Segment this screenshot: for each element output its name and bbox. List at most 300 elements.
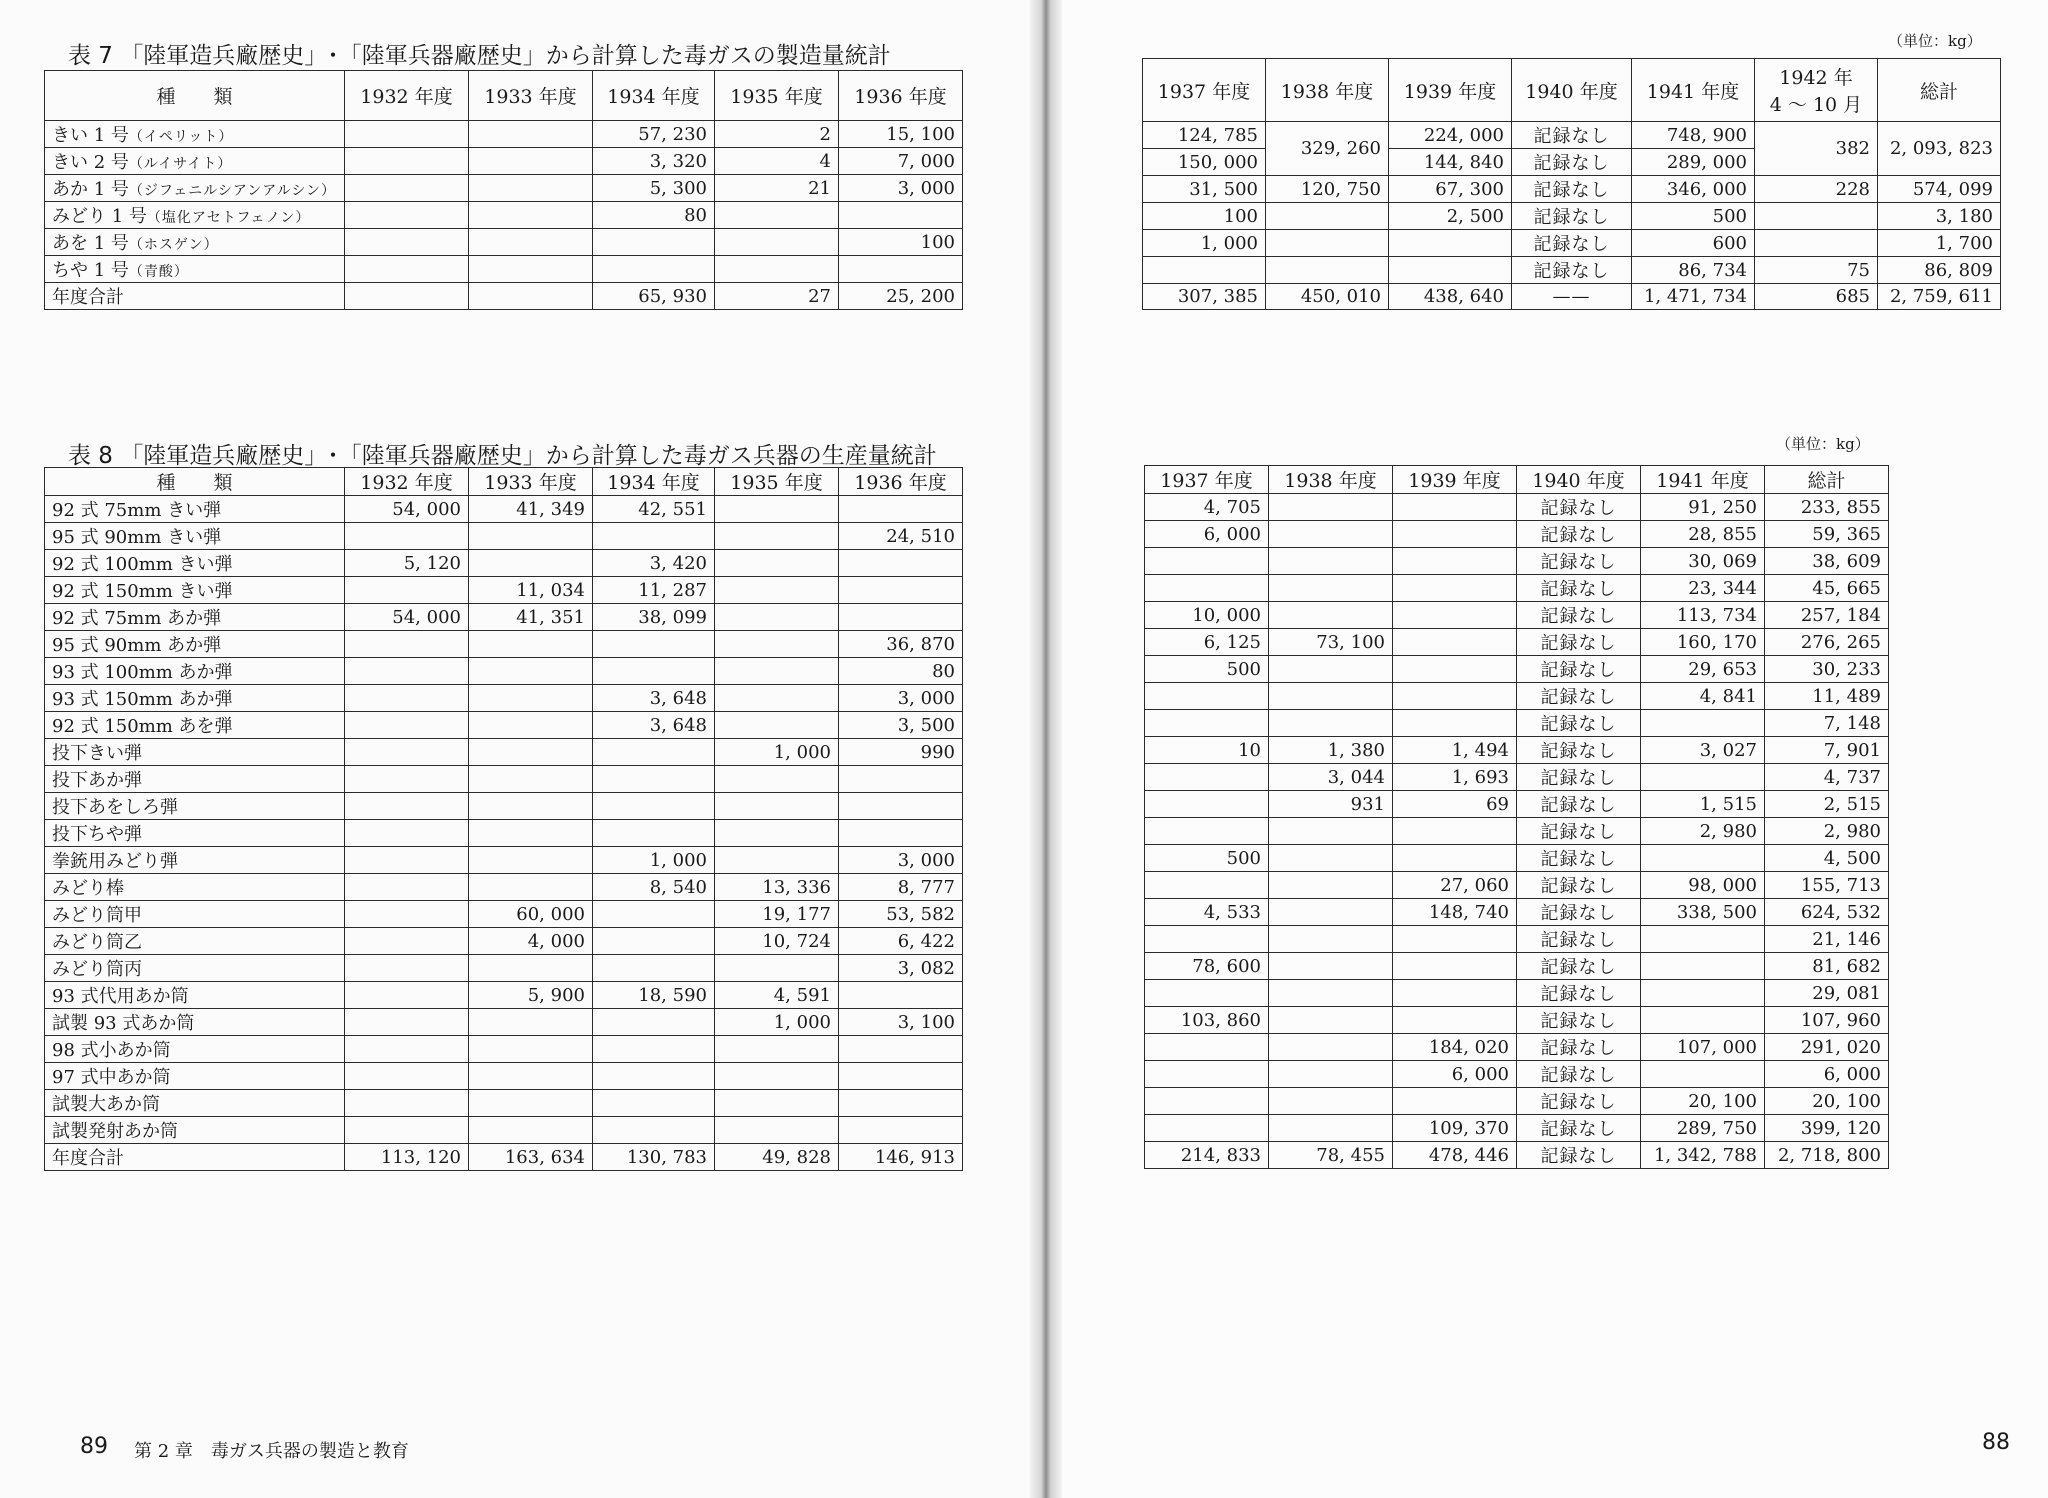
data-cell bbox=[839, 1090, 963, 1117]
data-cell bbox=[469, 658, 593, 685]
data-cell bbox=[839, 496, 963, 523]
data-cell bbox=[715, 847, 839, 874]
data-cell: 記録なし bbox=[1517, 602, 1641, 629]
data-cell bbox=[715, 523, 839, 550]
table-row bbox=[45, 766, 963, 793]
data-cell bbox=[593, 1009, 715, 1036]
data-cell bbox=[469, 712, 593, 739]
data-cell: 20, 100 bbox=[1641, 1088, 1765, 1115]
data-cell: 4 bbox=[715, 148, 839, 175]
data-cell bbox=[469, 229, 593, 256]
table-row bbox=[1145, 1088, 1889, 1115]
row-label: 投下ちや弾 bbox=[45, 820, 345, 847]
data-cell: 80 bbox=[593, 202, 715, 229]
data-cell bbox=[715, 577, 839, 604]
data-cell: 25, 200 bbox=[839, 283, 963, 310]
data-cell: 記録なし bbox=[1517, 1007, 1641, 1034]
data-cell bbox=[715, 685, 839, 712]
table-row bbox=[45, 121, 963, 148]
data-cell bbox=[715, 793, 839, 820]
data-cell bbox=[593, 793, 715, 820]
data-cell: 103, 860 bbox=[1145, 1007, 1269, 1034]
data-cell: 1, 700 bbox=[1878, 230, 2001, 257]
row-label: 試製発射あか筒 bbox=[45, 1117, 345, 1144]
row-label bbox=[45, 283, 345, 310]
data-cell bbox=[345, 148, 469, 175]
data-cell: 228 bbox=[1755, 176, 1878, 203]
data-cell: 289, 750 bbox=[1641, 1115, 1765, 1142]
table-row bbox=[45, 847, 963, 874]
data-cell bbox=[345, 283, 469, 310]
data-cell bbox=[715, 496, 839, 523]
table-row bbox=[45, 550, 963, 577]
table-row bbox=[45, 1009, 963, 1036]
table-row bbox=[45, 256, 963, 283]
table-row bbox=[1145, 926, 1889, 953]
column-header: 1934 年度 bbox=[593, 71, 715, 121]
table7-unit: （単位：kg） bbox=[1888, 32, 1982, 50]
data-cell bbox=[1269, 683, 1393, 710]
data-cell: 13, 336 bbox=[715, 874, 839, 901]
data-cell: 155, 713 bbox=[1765, 872, 1889, 899]
data-cell: 98, 000 bbox=[1641, 872, 1765, 899]
data-cell: 500 bbox=[1145, 656, 1269, 683]
data-cell: 450, 010 bbox=[1266, 284, 1389, 310]
data-cell: 3, 420 bbox=[593, 550, 715, 577]
data-cell bbox=[1145, 710, 1269, 737]
table-row bbox=[45, 874, 963, 901]
data-cell bbox=[1266, 203, 1389, 230]
data-cell bbox=[469, 1063, 593, 1090]
data-cell: 86, 809 bbox=[1878, 257, 2001, 284]
data-cell: 42, 551 bbox=[593, 496, 715, 523]
data-cell: 記録なし bbox=[1517, 1034, 1641, 1061]
data-cell: 53, 582 bbox=[839, 901, 963, 928]
data-cell: 記録なし bbox=[1517, 1142, 1641, 1169]
item-name: あを 1 号 bbox=[52, 233, 129, 254]
data-cell: 748, 900 bbox=[1632, 122, 1755, 149]
item-subname: （ルイサイト） bbox=[128, 156, 233, 172]
data-cell bbox=[1145, 683, 1269, 710]
data-cell bbox=[593, 658, 715, 685]
data-cell: 1, 000 bbox=[715, 739, 839, 766]
data-cell: 3, 100 bbox=[839, 1009, 963, 1036]
column-header: 1937 年度 bbox=[1145, 466, 1269, 494]
data-cell: 31, 500 bbox=[1143, 176, 1266, 203]
data-cell: 109, 370 bbox=[1393, 1115, 1517, 1142]
data-cell: 21 bbox=[715, 175, 839, 202]
row-label: 92 式 75mm きい弾 bbox=[45, 496, 345, 523]
data-cell: 5, 300 bbox=[593, 175, 715, 202]
left-page-number: 89 bbox=[80, 1434, 108, 1459]
data-cell: 15, 100 bbox=[839, 121, 963, 148]
data-cell: 80 bbox=[839, 658, 963, 685]
data-cell: 57, 230 bbox=[593, 121, 715, 148]
data-cell bbox=[1269, 548, 1393, 575]
data-cell: 30, 233 bbox=[1765, 656, 1889, 683]
data-cell bbox=[715, 1036, 839, 1063]
data-cell bbox=[469, 631, 593, 658]
table-row bbox=[1143, 230, 2001, 257]
data-cell: 28, 855 bbox=[1641, 521, 1765, 548]
row-label: 投下あをしろ弾 bbox=[45, 793, 345, 820]
data-cell: 記録なし bbox=[1512, 176, 1632, 203]
data-cell: 73, 100 bbox=[1269, 629, 1393, 656]
data-cell bbox=[345, 256, 469, 283]
data-cell bbox=[469, 1117, 593, 1144]
row-label: 拳銃用みどり弾 bbox=[45, 847, 345, 874]
data-cell: 3, 500 bbox=[839, 712, 963, 739]
data-cell: 記録なし bbox=[1512, 122, 1632, 149]
data-cell: 1, 494 bbox=[1393, 737, 1517, 764]
table-row bbox=[1145, 1115, 1889, 1142]
data-cell: 3, 180 bbox=[1878, 203, 2001, 230]
data-cell: 記録なし bbox=[1517, 683, 1641, 710]
data-cell: 86, 734 bbox=[1632, 257, 1755, 284]
column-header: 1935 年度 bbox=[715, 71, 839, 121]
data-cell bbox=[593, 256, 715, 283]
data-cell bbox=[1145, 1061, 1269, 1088]
data-cell bbox=[1393, 494, 1517, 521]
data-cell bbox=[593, 928, 715, 955]
data-cell bbox=[1269, 602, 1393, 629]
table-row bbox=[1145, 980, 1889, 1007]
item-subname: （ホスゲン） bbox=[128, 237, 219, 253]
row-label: 98 式小あか筒 bbox=[45, 1036, 345, 1063]
table7-right bbox=[1142, 58, 2001, 310]
data-cell bbox=[469, 523, 593, 550]
data-cell: 54, 000 bbox=[345, 496, 469, 523]
table8-unit: （単位：kg） bbox=[1776, 435, 1870, 453]
data-cell bbox=[1145, 548, 1269, 575]
data-cell: 160, 170 bbox=[1641, 629, 1765, 656]
data-cell bbox=[469, 175, 593, 202]
data-cell: 3, 320 bbox=[593, 148, 715, 175]
row-label: 試製 93 式あか筒 bbox=[45, 1009, 345, 1036]
column-header: 1941 年度 bbox=[1641, 466, 1765, 494]
data-cell bbox=[345, 1036, 469, 1063]
data-cell: 1, 000 bbox=[1143, 230, 1266, 257]
data-cell bbox=[715, 658, 839, 685]
row-label bbox=[45, 175, 345, 202]
column-header: 総計 bbox=[1765, 466, 1889, 494]
data-cell: 記録なし bbox=[1512, 230, 1632, 257]
data-cell bbox=[1393, 575, 1517, 602]
data-cell: 276, 265 bbox=[1765, 629, 1889, 656]
data-cell: 記録なし bbox=[1512, 203, 1632, 230]
row-label bbox=[45, 121, 345, 148]
data-cell bbox=[345, 631, 469, 658]
data-cell bbox=[1269, 872, 1393, 899]
data-cell: 2, 718, 800 bbox=[1765, 1142, 1889, 1169]
data-cell bbox=[1393, 818, 1517, 845]
data-cell: 3, 000 bbox=[839, 847, 963, 874]
item-subname: （青酸） bbox=[128, 264, 189, 280]
data-cell: 24, 510 bbox=[839, 523, 963, 550]
data-cell bbox=[1145, 980, 1269, 1007]
table7-left bbox=[44, 70, 963, 310]
data-cell: 107, 000 bbox=[1641, 1034, 1765, 1061]
table-row bbox=[45, 901, 963, 928]
table-row bbox=[45, 1063, 963, 1090]
table-row bbox=[1145, 872, 1889, 899]
data-cell: 100 bbox=[1143, 203, 1266, 230]
data-cell: 6, 000 bbox=[1393, 1061, 1517, 1088]
data-cell bbox=[715, 1063, 839, 1090]
data-cell: 記録なし bbox=[1517, 926, 1641, 953]
data-cell: 78, 455 bbox=[1269, 1142, 1393, 1169]
data-cell bbox=[1145, 575, 1269, 602]
data-cell bbox=[593, 1063, 715, 1090]
data-cell bbox=[715, 712, 839, 739]
data-cell: 6, 422 bbox=[839, 928, 963, 955]
data-cell bbox=[1641, 1061, 1765, 1088]
data-cell: 500 bbox=[1145, 845, 1269, 872]
data-cell: 3, 648 bbox=[593, 685, 715, 712]
column-header-1942 bbox=[1755, 59, 1878, 122]
data-cell: 1, 342, 788 bbox=[1641, 1142, 1765, 1169]
header-line-2: 4 ～ 10 月 bbox=[1769, 94, 1863, 116]
data-cell: 2, 980 bbox=[1765, 818, 1889, 845]
data-cell: 記録なし bbox=[1517, 710, 1641, 737]
item-name: きい 1 号 bbox=[52, 125, 129, 146]
data-cell: 3, 044 bbox=[1269, 764, 1393, 791]
data-cell: 224, 000 bbox=[1389, 122, 1512, 149]
data-cell: 148, 740 bbox=[1393, 899, 1517, 926]
data-cell bbox=[469, 955, 593, 982]
row-label: みどり筒乙 bbox=[45, 928, 345, 955]
data-cell bbox=[1393, 926, 1517, 953]
header-line-1: 1942 年 bbox=[1779, 67, 1853, 89]
table-row bbox=[1145, 710, 1889, 737]
data-cell: 184, 020 bbox=[1393, 1034, 1517, 1061]
row-label: 92 式 150mm きい弾 bbox=[45, 577, 345, 604]
data-cell: 59, 365 bbox=[1765, 521, 1889, 548]
data-cell bbox=[593, 631, 715, 658]
data-cell bbox=[345, 928, 469, 955]
data-cell: 100 bbox=[839, 229, 963, 256]
item-name: きい 2 号 bbox=[52, 152, 129, 173]
data-cell bbox=[345, 577, 469, 604]
data-cell: 338, 500 bbox=[1641, 899, 1765, 926]
data-cell bbox=[345, 712, 469, 739]
data-cell bbox=[715, 1117, 839, 1144]
data-cell: 291, 020 bbox=[1765, 1034, 1889, 1061]
data-cell: 41, 351 bbox=[469, 604, 593, 631]
row-label bbox=[45, 229, 345, 256]
table-row bbox=[45, 793, 963, 820]
table-row bbox=[45, 523, 963, 550]
data-cell bbox=[345, 820, 469, 847]
row-label: みどり筒丙 bbox=[45, 955, 345, 982]
data-cell bbox=[1269, 953, 1393, 980]
column-header: 1932 年度 bbox=[345, 468, 469, 496]
data-cell bbox=[345, 1090, 469, 1117]
data-cell: 10 bbox=[1145, 737, 1269, 764]
data-cell: 75 bbox=[1755, 257, 1878, 284]
data-cell: 69 bbox=[1393, 791, 1517, 818]
data-cell: 81, 682 bbox=[1765, 953, 1889, 980]
data-cell bbox=[1393, 980, 1517, 1007]
table-row bbox=[45, 1144, 963, 1171]
data-cell bbox=[839, 793, 963, 820]
table-row bbox=[45, 1090, 963, 1117]
data-cell: 記録なし bbox=[1517, 737, 1641, 764]
table-row bbox=[1145, 494, 1889, 521]
item-subname: （塩化アセトフェノン） bbox=[146, 210, 311, 226]
row-label: 97 式中あか筒 bbox=[45, 1063, 345, 1090]
data-cell: 67, 300 bbox=[1389, 176, 1512, 203]
column-header: 総計 bbox=[1878, 59, 2001, 122]
table-row bbox=[1143, 59, 2001, 122]
data-cell bbox=[839, 577, 963, 604]
data-cell bbox=[593, 1117, 715, 1144]
data-cell: 3, 027 bbox=[1641, 737, 1765, 764]
table-row bbox=[45, 631, 963, 658]
data-cell: 124, 785 bbox=[1143, 122, 1266, 149]
table8-right bbox=[1144, 465, 1889, 1169]
table-row bbox=[45, 685, 963, 712]
table-row bbox=[1145, 466, 1889, 494]
table-row bbox=[1145, 899, 1889, 926]
data-cell bbox=[1269, 818, 1393, 845]
data-cell bbox=[593, 766, 715, 793]
column-header: 1933 年度 bbox=[469, 71, 593, 121]
data-cell: 27, 060 bbox=[1393, 872, 1517, 899]
table-row bbox=[1145, 818, 1889, 845]
data-cell: 2, 500 bbox=[1389, 203, 1512, 230]
data-cell: 150, 000 bbox=[1143, 149, 1266, 176]
data-cell bbox=[839, 1063, 963, 1090]
data-cell: 記録なし bbox=[1517, 818, 1641, 845]
right-page-number: 88 bbox=[1982, 1430, 2010, 1455]
data-cell bbox=[715, 631, 839, 658]
table-row bbox=[45, 148, 963, 175]
item-subname: （ジフェニルシアンアルシン） bbox=[128, 183, 337, 199]
table-row bbox=[45, 71, 963, 121]
data-cell bbox=[1393, 1088, 1517, 1115]
data-cell bbox=[345, 202, 469, 229]
data-cell: 20, 100 bbox=[1765, 1088, 1889, 1115]
data-cell: 2, 515 bbox=[1765, 791, 1889, 818]
data-cell: 3, 082 bbox=[839, 955, 963, 982]
data-cell bbox=[839, 550, 963, 577]
row-label bbox=[45, 256, 345, 283]
table-row bbox=[45, 175, 963, 202]
data-cell bbox=[715, 955, 839, 982]
table-row bbox=[45, 496, 963, 523]
data-cell bbox=[1393, 683, 1517, 710]
data-cell: 4, 533 bbox=[1145, 899, 1269, 926]
table-row bbox=[1145, 1142, 1889, 1169]
data-cell: 91, 250 bbox=[1641, 494, 1765, 521]
data-cell: 6, 125 bbox=[1145, 629, 1269, 656]
data-cell bbox=[345, 175, 469, 202]
row-label: 93 式代用あか筒 bbox=[45, 982, 345, 1009]
data-cell bbox=[1755, 230, 1878, 257]
data-cell: 233, 855 bbox=[1765, 494, 1889, 521]
data-cell bbox=[1641, 926, 1765, 953]
data-cell: 4, 591 bbox=[715, 982, 839, 1009]
data-cell bbox=[1641, 980, 1765, 1007]
table-row bbox=[1145, 521, 1889, 548]
data-cell bbox=[839, 202, 963, 229]
column-header: 1939 年度 bbox=[1389, 59, 1512, 122]
row-label: 93 式 150mm あか弾 bbox=[45, 685, 345, 712]
data-cell: 7, 000 bbox=[839, 148, 963, 175]
data-cell: 記録なし bbox=[1517, 575, 1641, 602]
table-row bbox=[1145, 791, 1889, 818]
data-cell: 257, 184 bbox=[1765, 602, 1889, 629]
data-cell: 41, 349 bbox=[469, 496, 593, 523]
data-cell: 36, 870 bbox=[839, 631, 963, 658]
table-row bbox=[45, 1036, 963, 1063]
column-header: 1936 年度 bbox=[839, 468, 963, 496]
data-cell bbox=[345, 1009, 469, 1036]
data-cell: 65, 930 bbox=[593, 283, 715, 310]
data-cell: 23, 344 bbox=[1641, 575, 1765, 602]
data-cell: 4, 841 bbox=[1641, 683, 1765, 710]
data-cell bbox=[839, 1117, 963, 1144]
data-cell: 記録なし bbox=[1517, 791, 1641, 818]
data-cell: 4, 705 bbox=[1145, 494, 1269, 521]
table-row bbox=[45, 604, 963, 631]
data-cell bbox=[345, 1063, 469, 1090]
data-cell bbox=[1269, 710, 1393, 737]
data-cell bbox=[1266, 257, 1389, 284]
data-cell bbox=[1393, 1007, 1517, 1034]
data-cell: 2, 093, 823 bbox=[1878, 122, 2001, 176]
data-cell bbox=[1269, 521, 1393, 548]
table8-title: 表 8 「陸軍造兵廠歴史」･「陸軍兵器廠歴史」から計算した毒ガス兵器の生産量統計 bbox=[68, 443, 937, 469]
row-label: 95 式 90mm あか弾 bbox=[45, 631, 345, 658]
data-cell: 113, 120 bbox=[345, 1144, 469, 1171]
data-cell: 6, 000 bbox=[1145, 521, 1269, 548]
data-cell bbox=[593, 1036, 715, 1063]
table-row bbox=[1145, 1061, 1889, 1088]
data-cell bbox=[1269, 1088, 1393, 1115]
table-row bbox=[1145, 575, 1889, 602]
table-row bbox=[1145, 953, 1889, 980]
data-cell bbox=[1269, 899, 1393, 926]
data-cell: 214, 833 bbox=[1145, 1142, 1269, 1169]
data-cell: 38, 099 bbox=[593, 604, 715, 631]
item-name: 年度合計 bbox=[52, 287, 124, 308]
data-cell bbox=[593, 955, 715, 982]
data-cell bbox=[1389, 230, 1512, 257]
data-cell: 記録なし bbox=[1517, 656, 1641, 683]
table-row bbox=[45, 202, 963, 229]
data-cell bbox=[839, 982, 963, 1009]
data-cell bbox=[1145, 764, 1269, 791]
data-cell: 記録なし bbox=[1517, 548, 1641, 575]
data-cell bbox=[1143, 257, 1266, 284]
data-cell bbox=[1266, 230, 1389, 257]
data-cell bbox=[345, 982, 469, 1009]
data-cell: 2 bbox=[715, 121, 839, 148]
data-cell bbox=[345, 901, 469, 928]
data-cell: 3, 648 bbox=[593, 712, 715, 739]
data-cell: 記録なし bbox=[1512, 149, 1632, 176]
data-cell: 10, 000 bbox=[1145, 602, 1269, 629]
data-cell bbox=[1269, 1061, 1393, 1088]
data-cell bbox=[469, 283, 593, 310]
data-cell: 18, 590 bbox=[593, 982, 715, 1009]
data-cell: 8, 777 bbox=[839, 874, 963, 901]
data-cell: 685 bbox=[1755, 284, 1878, 310]
data-cell: 1, 000 bbox=[593, 847, 715, 874]
data-cell: 7, 901 bbox=[1765, 737, 1889, 764]
